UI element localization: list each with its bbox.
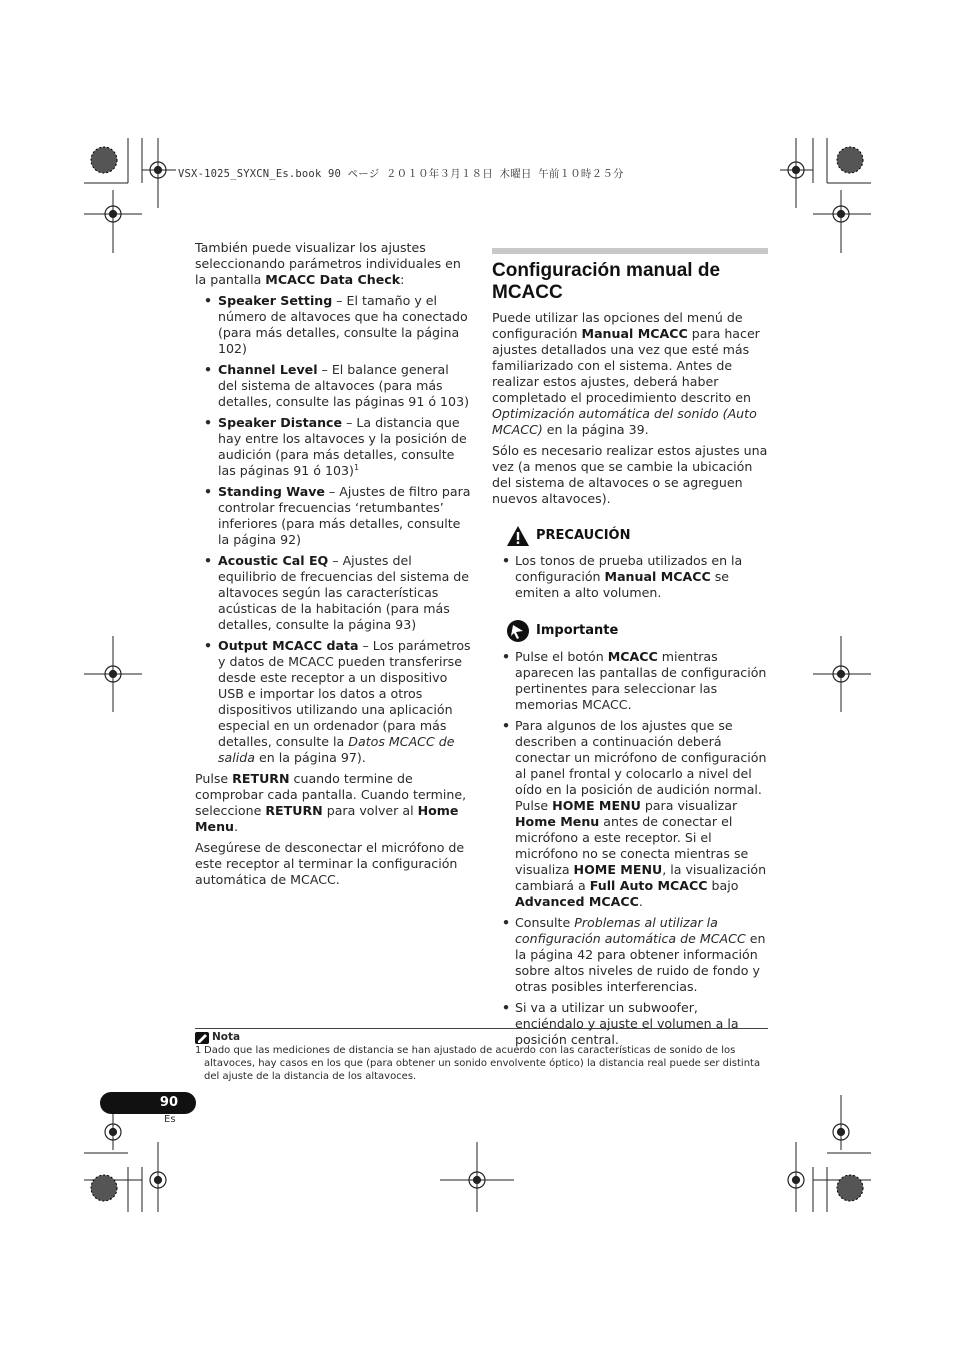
important-icon [506,619,530,643]
list-item: • Si va a utilizar un subwoofer, enciéndalo y ajuste el volumen a la posición central. [492,1000,768,1048]
list-item: • Para algunos de los ajustes que se describen a continuación deberá conectar un micrófono de configuración al panel frontal y colocarlo a nivel del oído en la posición de audición normal. Pulse HOME MENU para visualizar Home Menu antes de conectar el micrófono a este receptor. Si el micrófono no se conecta mientras se visualiza HOME MENU, la visualización cambiará a Full Auto MCACC bajo Advanced MCACC. [492,718,768,910]
right-column [492,248,768,1053]
list-item: • Acoustic Cal EQ – Ajustes del equilibrio de frecuencias del sistema de altavoces según las características acústicas de la habitación (para más detalles, consulte la página 93) [195,553,471,633]
page-number: 90 [100,1092,196,1114]
left-column [195,240,471,893]
section-bar [492,248,768,254]
list-item: • Output MCACC data – Los parámetros y datos de MCACC pueden transferirse desde este receptor a un dispositivo USB e importar los datos a otros dispositivos utilizando una aplicación especial en un ordenador (para más detalles, consulte la Datos MCACC de salida en la página 97). [195,638,471,766]
page-language: Es [164,1114,176,1125]
note-icon [195,1032,209,1044]
once-paragraph: Sólo es necesario realizar estos ajustes una vez (a menos que se cambie la ubicación del sistema de altavoces o se agreguen nuevos altavoces). [492,443,768,506]
list-item: • Los tonos de prueba utilizados en la configuración Manual MCACC se emiten a alto volumen. [492,553,768,601]
footnote-text: 1 Dado que las mediciones de distancia se han ajustado de acuerdo con las características de sonido de los altavoces, hay casos en los que (para obtener un sonido envolvente óptico) la distancia real puede ser distinta del ajuste de la distancia de los altavoces. [195,1045,761,1082]
list-item: • Speaker Setting – El tamaño y el número de altavoces que ha conectado (para más detalles, consulte la página 102) [195,293,471,357]
list-item: • Consulte Problemas al utilizar la configuración automática de MCACC en la página 42 para obtener información sobre altos niveles de ruido de fondo y otras posibles interferencias. [492,915,768,995]
footnote-ref: 1 [353,463,360,472]
mcacc-data-list [195,293,471,766]
footnote-block [195,1028,768,1083]
section-title: Configuración manual de MCACC [492,260,721,303]
disconnect-paragraph: Asegúrese de desconectar el micrófono de este receptor al terminar la configuración automática de MCACC. [195,840,465,887]
important-heading: Importante [506,619,768,643]
important-list [492,649,768,1048]
intro-paragraph: También puede visualizar los ajustes seleccionando parámetros individuales en la pantalla MCACC Data Check: [195,240,461,287]
list-item: • Speaker Distance – La distancia que hay entre los altavoces y la posición de audición (para más detalles, consulte las páginas 91 ó 103)$^1$ [195,415,471,479]
caution-list [492,553,768,601]
list-item: • Standing Wave – Ajustes de filtro para controlar frecuencias ‘retumbantes’ inferiores (para más detalles, consulte la página 92) [195,484,471,548]
list-item: • Pulse el botón MCACC mientras aparecen las pantallas de configuración pertinentes para seleccionar las memorias MCACC. [492,649,768,713]
list-item: • Channel Level – El balance general del sistema de altavoces (para más detalles, consulte las páginas 91 ó 103) [195,362,471,410]
print-header: VSX-1025_SYXCN_Es.book 90 ページ ２０１０年３月１８日 木曜日 午前１０時２５分 [178,168,624,180]
manual-mcacc-intro: Puede utilizar las opciones del menú de configuración Manual MCACC para hacer ajustes detallados una vez que esté más familiarizado con el sistema. Antes de realizar estos ajustes, deberá haber completado el procedimiento descrito en Optimización automática del sonido (Auto MCACC) en la página 39. [492,310,760,437]
note-heading: Nota [195,1031,768,1044]
return-paragraph: Pulse RETURN cuando termine de comprobar cada pantalla. Cuando termine, seleccione RETURN para volver al Home Menu. [195,771,467,834]
caution-heading: PRECAUCIÓN [506,525,768,547]
warning-icon [506,525,530,547]
